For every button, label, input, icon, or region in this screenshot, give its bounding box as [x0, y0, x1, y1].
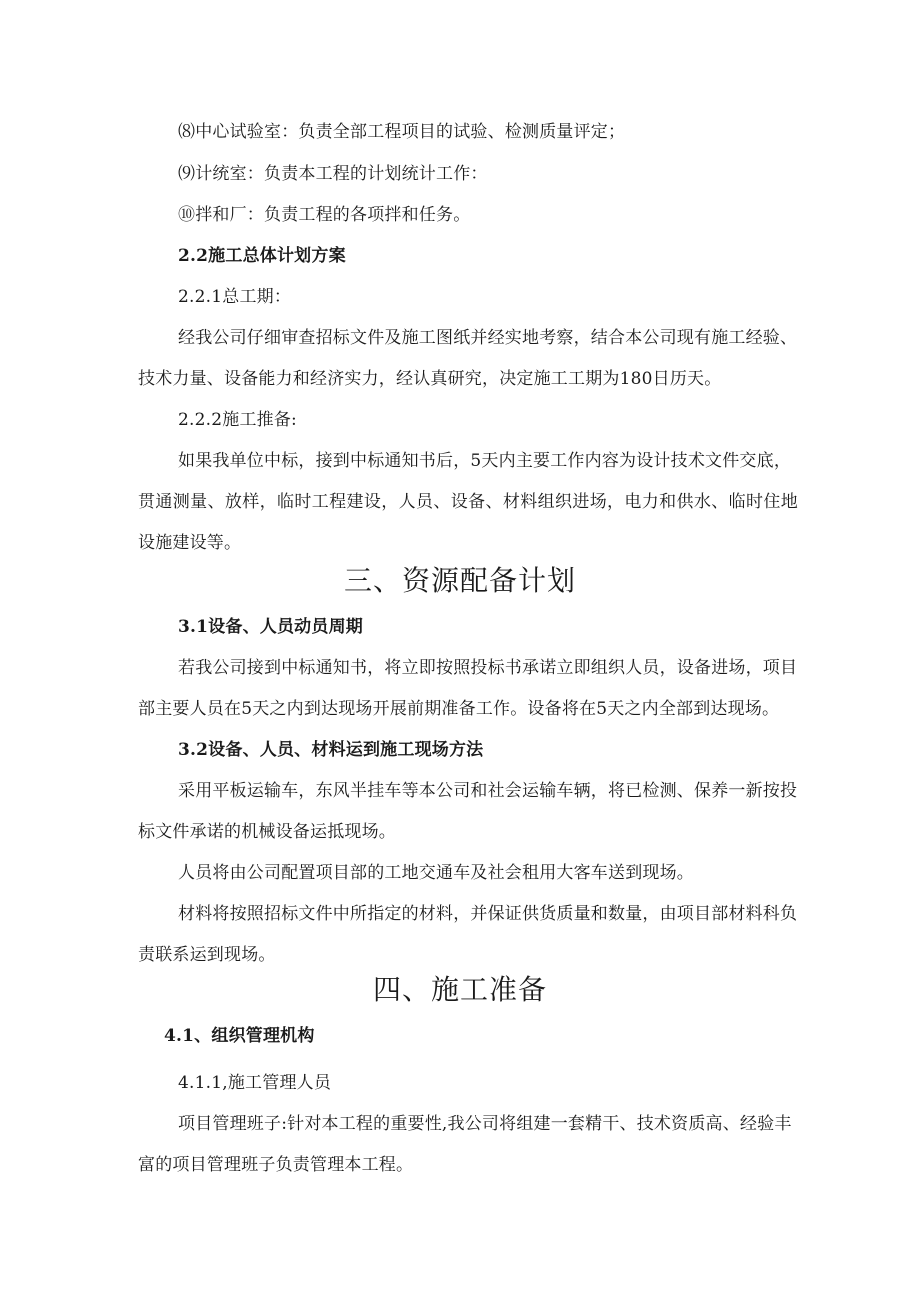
- chapter-4-title: 四、施工准备: [372, 973, 547, 1006]
- paragraph-line: 设施建设等。: [138, 533, 242, 553]
- section-4-1-heading: 4.1、组织管理机构: [164, 1026, 315, 1046]
- paragraph-line: 责联系运到现场。: [138, 945, 276, 965]
- paragraph-line: 富的项目管理班子负责管理本工程。: [138, 1155, 414, 1175]
- paragraph-line: 如果我单位中标，接到中标通知书后，5天内主要工作内容为设计技术文件交底，: [178, 451, 792, 471]
- paragraph-line: 经我公司仔细审查招标文件及施工图纸并经实地考察，结合本公司现有施工经验、: [178, 328, 798, 348]
- paragraph-line: 标文件承诺的机械设备运抵现场。: [138, 822, 396, 842]
- section-3-2-heading: 3.2设备、人员、材料运到施工现场方法: [178, 740, 484, 760]
- paragraph-line: 项目管理班子:针对本工程的重要性,我公司将组建一套精干、技术资质高、经验丰: [178, 1114, 792, 1134]
- section-2-2-heading: 2.2施工总体计划方案: [178, 246, 346, 266]
- paragraph-line: 人员将由公司配置项目部的工地交通车及社会租用大客车送到现场。: [178, 863, 694, 883]
- paragraph-line: 技术力量、设备能力和经济实力，经认真研究，决定施工工期为180日历天。: [138, 369, 722, 389]
- item-central-lab: ⑻中心试验室：负责全部工程项目的试验、检测质量评定；: [178, 122, 626, 142]
- paragraph-line: 采用平板运输车，东风半挂车等本公司和社会运输车辆，将已检测、保养一新按投: [178, 781, 798, 801]
- paragraph-line: 部主要人员在5天之内到达现场开展前期准备工作。设备将在5天之内全部到达现场。: [138, 699, 780, 719]
- paragraph-line: 贯通测量、放样，临时工程建设，人员、设备、材料组织进场，电力和供水、临时住地: [138, 492, 798, 512]
- chapter-3-title: 三、资源配备计划: [343, 564, 576, 597]
- item-mixing-plant: ⑩拌和厂：负责工程的各项拌和任务。: [178, 205, 471, 225]
- paragraph-line: 若我公司接到中标通知书，将立即按照投标书承诺立即组织人员，设备进场，项目: [178, 658, 798, 678]
- paragraph-line: 材料将按照招标文件中所指定的材料，并保证供货质量和数量，由项目部材料科负: [178, 904, 798, 924]
- item-planning-office: ⑼计统室：负责本工程的计划统计工作：: [178, 164, 488, 184]
- section-2-2-1-heading: 2.2.1总工期：: [178, 287, 292, 307]
- section-4-1-1-heading: 4.1.1,施工管理人员: [178, 1073, 332, 1093]
- section-3-1-heading: 3.1设备、人员动员周期: [178, 617, 363, 637]
- section-2-2-2-heading: 2.2.2施工推备:: [178, 410, 297, 430]
